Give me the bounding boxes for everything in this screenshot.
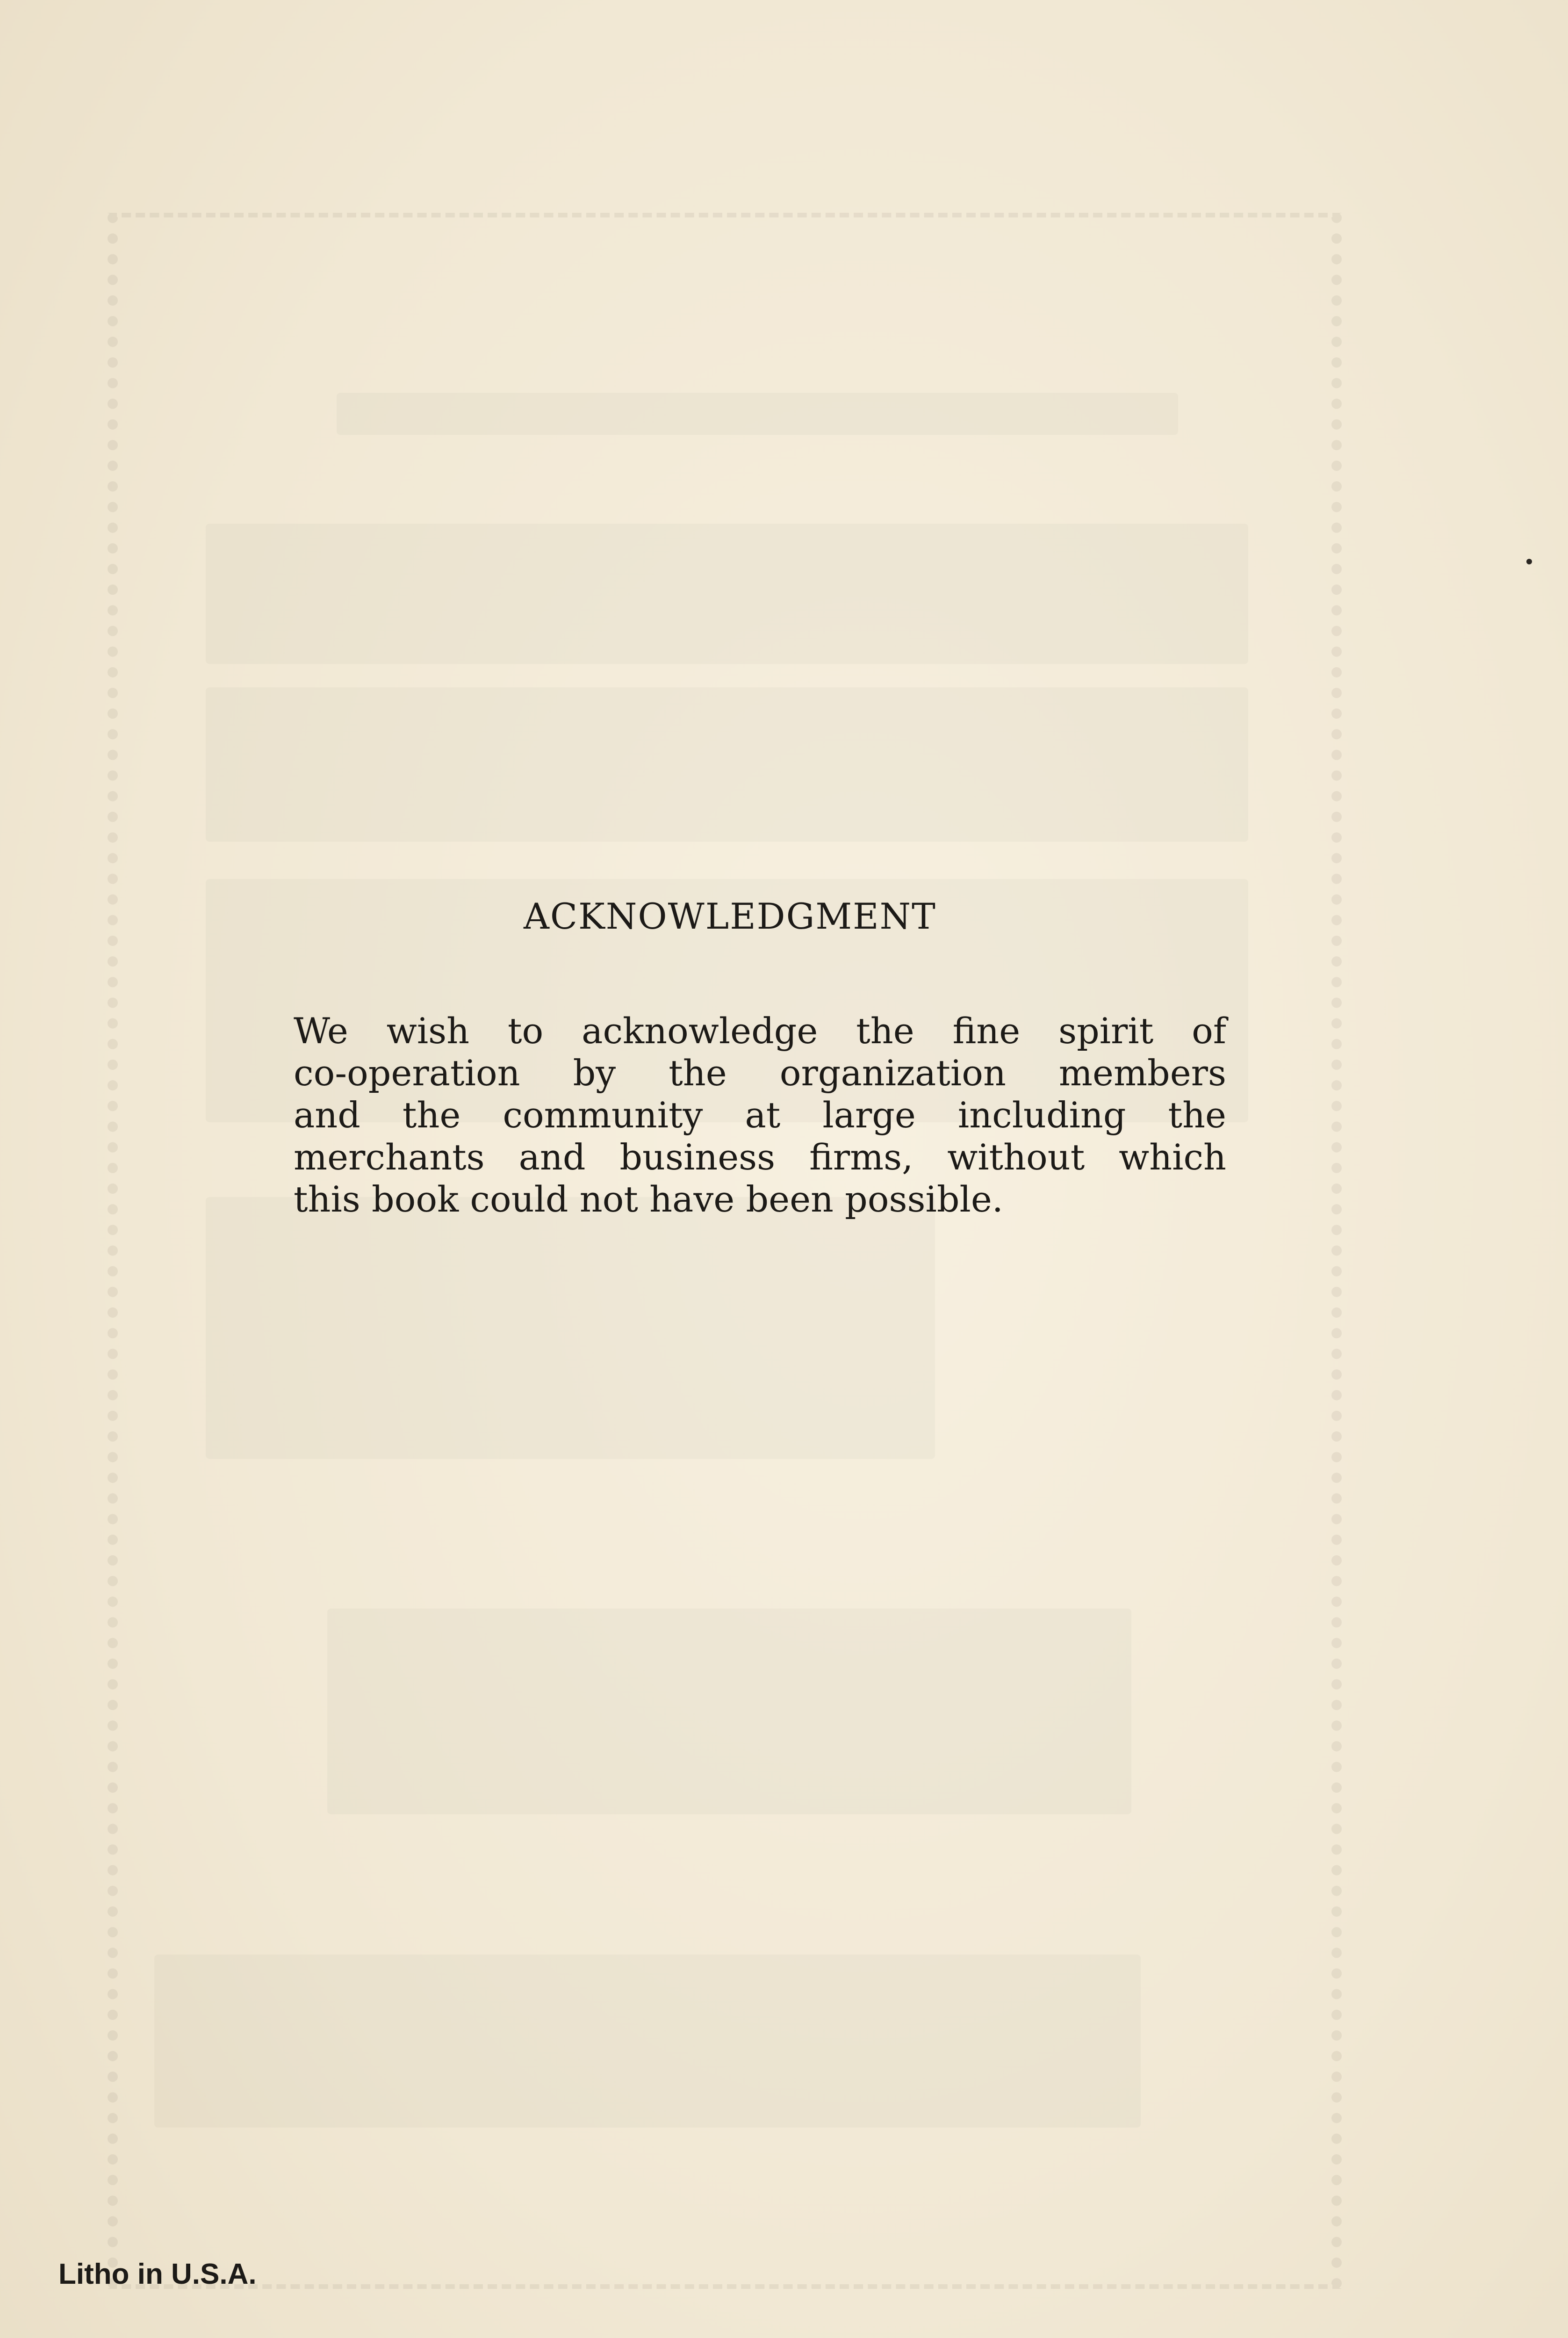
paragraph-line: this book could not have been possible. <box>294 1178 1003 1220</box>
acknowledgment-paragraph <box>294 1010 1226 1220</box>
ink-speck <box>1526 559 1532 564</box>
bleed-through-block <box>327 1609 1131 1814</box>
bleed-through-block <box>337 393 1178 435</box>
bleed-through-block <box>206 524 1248 664</box>
paragraph-line: co-operation by the organization members <box>294 1052 1226 1094</box>
page-title: ACKNOWLEDGMENT <box>524 895 936 937</box>
bleed-through-block <box>154 1955 1141 2128</box>
bleed-through-block <box>206 1197 935 1459</box>
bleed-through-block <box>206 687 1248 842</box>
printer-imprint: Litho in U.S.A. <box>58 2258 257 2290</box>
paragraph-line: merchants and business firms, without which <box>294 1136 1226 1178</box>
paragraph-line: and the community at large including the <box>294 1094 1226 1136</box>
paragraph-line: We wish to acknowledge the fine spirit of <box>294 1010 1226 1052</box>
